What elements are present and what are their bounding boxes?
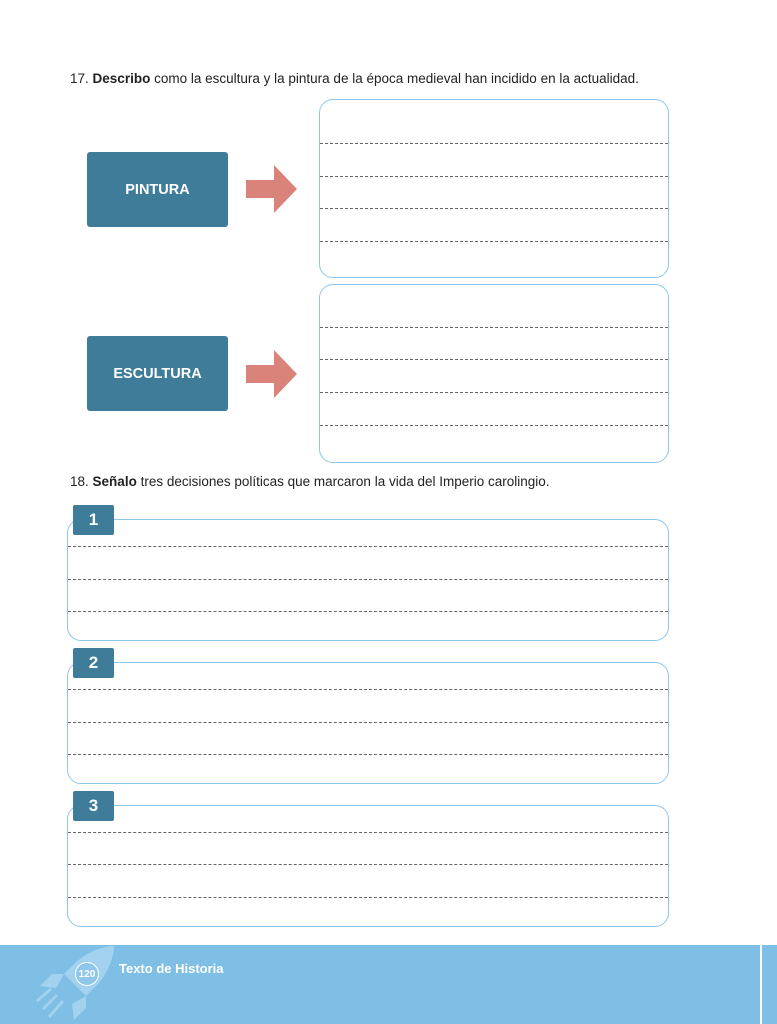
question-17-text: como la escultura y la pintura de la época medieval han incidido en la actualidad. (154, 71, 639, 86)
pintura-answer-box[interactable] (319, 99, 669, 278)
writing-line (320, 143, 668, 144)
writing-line (68, 546, 668, 547)
writing-line (68, 611, 668, 612)
item-number-3: 3 (73, 791, 114, 821)
right-arrow-icon (246, 163, 298, 215)
right-arrow-icon (246, 348, 298, 400)
writing-line (320, 425, 668, 426)
question-17-verb: Describo (92, 71, 151, 86)
writing-line (320, 392, 668, 393)
decision-3-answer-box[interactable] (67, 805, 669, 927)
writing-line (68, 832, 668, 833)
question-18-number: 18. (70, 474, 89, 489)
question-18-verb: Señalo (92, 474, 137, 489)
writing-line (68, 754, 668, 755)
footer-edge-strip (762, 945, 777, 1024)
writing-line (68, 897, 668, 898)
rocket-icon (28, 944, 128, 1024)
writing-line (320, 327, 668, 328)
question-17 (70, 71, 639, 87)
decision-2-answer-box[interactable] (67, 662, 669, 784)
question-18 (70, 474, 550, 490)
writing-line (320, 241, 668, 242)
writing-line (320, 359, 668, 360)
writing-line (320, 208, 668, 209)
writing-line (68, 864, 668, 865)
writing-line (68, 722, 668, 723)
page-number: 120 (75, 962, 99, 986)
writing-line (68, 579, 668, 580)
decision-1-answer-box[interactable] (67, 519, 669, 641)
item-number-2: 2 (73, 648, 114, 678)
footer-title: Texto de Historia (119, 961, 224, 976)
item-number-1: 1 (73, 505, 114, 535)
escultura-answer-box[interactable] (319, 284, 669, 463)
escultura-label: ESCULTURA (87, 336, 228, 411)
question-17-number: 17. (70, 71, 89, 86)
question-18-text: tres decisiones políticas que marcaron la vida del Imperio carolingio. (140, 474, 550, 489)
writing-line (68, 689, 668, 690)
writing-line (320, 176, 668, 177)
pintura-label: PINTURA (87, 152, 228, 227)
